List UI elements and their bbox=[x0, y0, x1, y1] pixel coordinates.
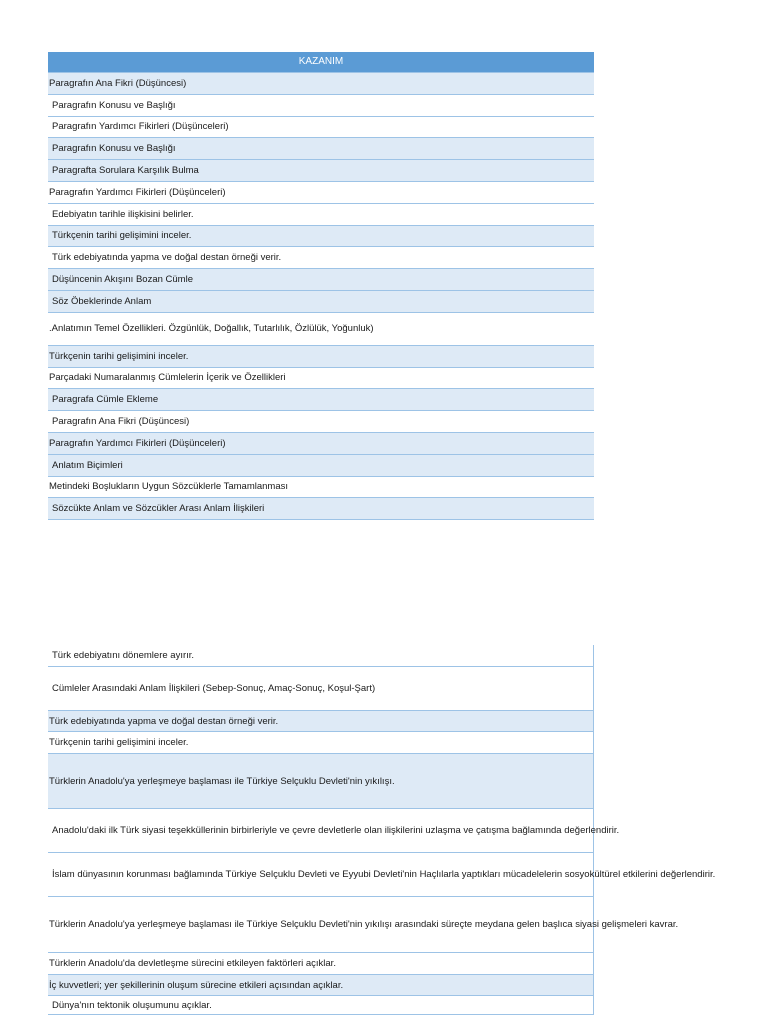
row-text: Türkçenin tarihi gelişimini inceler. bbox=[52, 230, 192, 242]
row-text: Paragrafın Yardımcı Fikirleri (Düşünceleri) bbox=[52, 121, 229, 133]
table-row bbox=[48, 477, 594, 499]
table-row bbox=[48, 117, 594, 139]
row-text: .Anlatımın Temel Özellikleri. Özgünlük, Doğallık, Tutarlılık, Özlülük, Yoğunluk) bbox=[49, 323, 374, 335]
table-header bbox=[48, 52, 594, 73]
table-row bbox=[48, 138, 594, 160]
row-text: Türk edebiyatını dönemlere ayırır. bbox=[52, 650, 195, 661]
row-text: Paragrafın Konusu ve Başlığı bbox=[52, 143, 176, 155]
table-row bbox=[48, 226, 594, 248]
table-row bbox=[48, 411, 594, 433]
table-row bbox=[48, 953, 594, 975]
table-row bbox=[48, 313, 594, 346]
row-text: İç kuvvetleri; yer şekillerinin oluşum sürecine etkileri açısından açıklar. bbox=[49, 979, 344, 991]
table-row bbox=[48, 160, 594, 182]
table-row bbox=[48, 346, 594, 368]
row-text: Parçadaki Numaralanmış Cümlelerin İçerik ve Özellikleri bbox=[49, 372, 286, 384]
row-text: Edebiyatın tarihle ilişkisini belirler. bbox=[52, 208, 194, 220]
row-text: Söz Öbeklerinde Anlam bbox=[52, 295, 152, 307]
table-row bbox=[48, 897, 679, 953]
row-text: Dünya'nın tektonik oluşumunu açıklar. bbox=[52, 999, 212, 1011]
table-row bbox=[48, 754, 594, 809]
row-text: Paragrafın Konusu ve Başlığı bbox=[52, 99, 176, 111]
table-row bbox=[48, 645, 594, 667]
table-row bbox=[48, 433, 594, 455]
row-text: Türkçenin tarihi gelişimini inceler. bbox=[49, 350, 189, 362]
table-row bbox=[48, 389, 594, 411]
table-row bbox=[48, 95, 594, 117]
table-row bbox=[48, 455, 594, 477]
row-text: Paragrafa Cümle Ekleme bbox=[52, 394, 159, 406]
row-text: Türklerin Anadolu'da devletleşme sürecini etkileyen faktörleri açıklar. bbox=[49, 958, 336, 969]
row-text: Paragrafın Yardımcı Fikirleri (Düşünceleri) bbox=[49, 437, 226, 449]
row-text: Paragrafın Ana Fikri (Düşüncesi) bbox=[52, 416, 190, 428]
table-row bbox=[48, 247, 594, 269]
table-row bbox=[48, 204, 594, 226]
row-text: Düşüncenin Akışını Bozan Cümle bbox=[52, 274, 193, 286]
row-text: Paragrafın Ana Fikri (Düşüncesi) bbox=[49, 77, 187, 89]
outcomes-table-top-body bbox=[48, 73, 594, 520]
table-row bbox=[48, 269, 594, 291]
table-row bbox=[48, 73, 594, 95]
table-row bbox=[48, 291, 594, 313]
row-text: Paragrafın Yardımcı Fikirleri (Düşünceleri) bbox=[49, 186, 226, 198]
table-row bbox=[48, 809, 620, 853]
row-text: Türkçenin tarihi gelişimini inceler. bbox=[49, 737, 189, 748]
table-row bbox=[48, 996, 594, 1015]
row-text: Anlatım Biçimleri bbox=[52, 459, 123, 471]
row-text: Paragrafta Sorulara Karşılık Bulma bbox=[52, 165, 199, 177]
row-text: Cümleler Arasındaki Anlam İlişkileri (Sebep-Sonuç, Amaç-Sonuç, Koşul-Şart) bbox=[52, 683, 376, 694]
table-row bbox=[48, 732, 594, 754]
row-text: Türk edebiyatında yapma ve doğal destan örneği verir. bbox=[52, 252, 282, 264]
table-row bbox=[48, 711, 594, 732]
row-text: İslam dünyasının korunması bağlamında Türkiye Selçuklu Devleti ve Eyyubi Devleti'nin Haçlılarla yaptıkları mücadelelerin sosyokültürel etkilerini değerlendirir. bbox=[52, 869, 716, 880]
row-text: Türklerin Anadolu'ya yerleşmeye başlaması ile Türkiye Selçuklu Devleti'nin yıkılışı arasındaki süreçte meydana gelen başlıca siyasi gelişmeleri kavrar. bbox=[49, 919, 679, 930]
outcomes-table-bottom bbox=[48, 645, 716, 1015]
table-row bbox=[48, 853, 716, 897]
table-row bbox=[48, 368, 594, 390]
outcomes-table-bottom-body bbox=[48, 645, 716, 1015]
row-text: Sözcükte Anlam ve Sözcükler Arası Anlam İlişkileri bbox=[52, 503, 265, 515]
row-text: Türk edebiyatında yapma ve doğal destan örneği verir. bbox=[49, 715, 279, 727]
table-row bbox=[48, 182, 594, 204]
table-row bbox=[48, 498, 594, 520]
table-row bbox=[48, 667, 594, 711]
outcomes-table-top bbox=[48, 52, 594, 520]
table-row bbox=[48, 975, 594, 996]
row-text: Anadolu'daki ilk Türk siyasi teşekküllerinin birbirleriyle ve çevre devletlerle olan ilişkilerini uzlaşma ve çatışma bağlamında değerlendirir. bbox=[52, 825, 620, 836]
row-text: Türklerin Anadolu'ya yerleşmeye başlaması ile Türkiye Selçuklu Devleti'nin yıkılışı. bbox=[49, 775, 395, 787]
row-text: Metindeki Boşlukların Uygun Sözcüklerle Tamamlanması bbox=[49, 481, 289, 493]
table-header-title: KAZANIM bbox=[298, 56, 344, 67]
